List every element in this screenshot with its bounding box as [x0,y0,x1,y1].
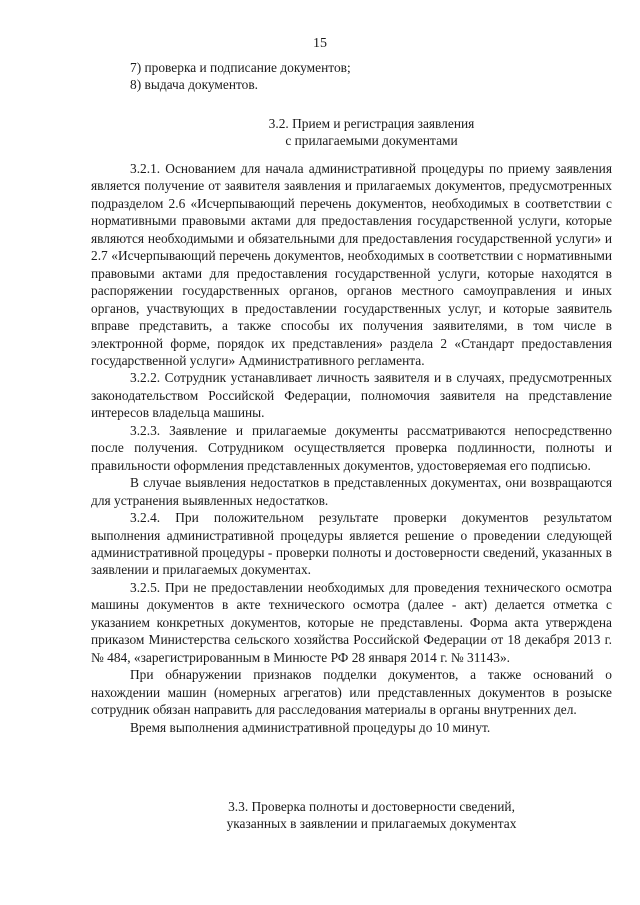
section-heading-3-3 [111,798,632,833]
list-item: 7) проверка и подписание документов; [130,60,351,75]
paragraph-3-2-5: 3.2.5. При не предоставлении необходимых для проведения технического осмотра машины документов в акте технического осмотра (далее - акт) делается отметка с указанием конкретных документов, которые не представлены. Форма акта утверждена приказом Министерства сельского хозяйства Российской Федерации от 18 декабря 2013 г. № 484, «зарегистрированным в Минюсте РФ 28 января 2014 г. № 31143». [91,579,612,665]
heading-line: указанных в заявлении и прилагаемых документах [226,816,517,832]
paragraph-time-limit: Время выполнения административной процедуры до 10 минут. [130,719,491,735]
paragraph-deficiencies: В случае выявления недостатков в представленных документах, они возвращаются для устранения выявленных недостатков. [91,475,612,508]
section-heading-3-2 [111,115,632,150]
paragraph-3-2-1: 3.2.1. Основанием для начала административной процедуры по приему заявления является получение от заявителя заявления и прилагаемых документов, предусмотренных подразделом 2.6 «Исчерпывающий перечень документов, необходимых в соответствии с нормативными правовыми актами для предоставления государственной услуги, которые являются необходимыми и обязательными для предоставления государственной услуги» и 2.7 «Исчерпывающий перечень документов, необходимых в соответствии с нормативными правовыми актами для предоставления государственной услуги, которые находятся в распоряжении государственных органов, органов местного самоуправления и иных органов, участвующих в предоставлении государственных услуг, и которые заявитель вправе представить, а также способы их получения заявителями, в том числе в электронной форме, порядок их представления» раздела 2 «Стандарт предоставления государственной услуги» Административного регламента. [91,161,612,368]
heading-line: с прилагаемыми документами [285,133,458,149]
paragraph-3-2-4: 3.2.4. При положительном результате проверки документов результатом выполнения административной процедуры является решение о проведении следующей административной процедуры - проверки полноты и достоверности сведений, указанных в заявлении и прилагаемых документах. [91,510,612,578]
paragraph-3-2-2: 3.2.2. Сотрудник устанавливает личность заявителя и в случаях, предусмотренных законодательством Российской Федерации, полномочия заявителя на представление интересов владельца машины. [91,370,612,421]
paragraph-3-2-3: 3.2.3. Заявление и прилагаемые документы рассматриваются непосредственно после получения. Сотрудником осуществляется проверка подлинности, полноты и правильности оформления представленных документов, удостоверяемая его подписью. [91,422,612,473]
paragraph-forgery: При обнаружении признаков подделки документов, а также оснований о нахождении машин (номерных агрегатов) или представленных документов в розыске сотрудник обязан направить для расследования материалы в органы внутренних дел. [91,667,612,718]
list-block [91,59,612,94]
section-3-2-body [91,160,612,736]
heading-line: 3.2. Прием и регистрация заявления [268,116,475,131]
list-item: 8) выдача документов. [130,77,259,93]
page-number: 15 [313,36,327,51]
heading-line: 3.3. Проверка полноты и достоверности сведений, [228,799,515,814]
